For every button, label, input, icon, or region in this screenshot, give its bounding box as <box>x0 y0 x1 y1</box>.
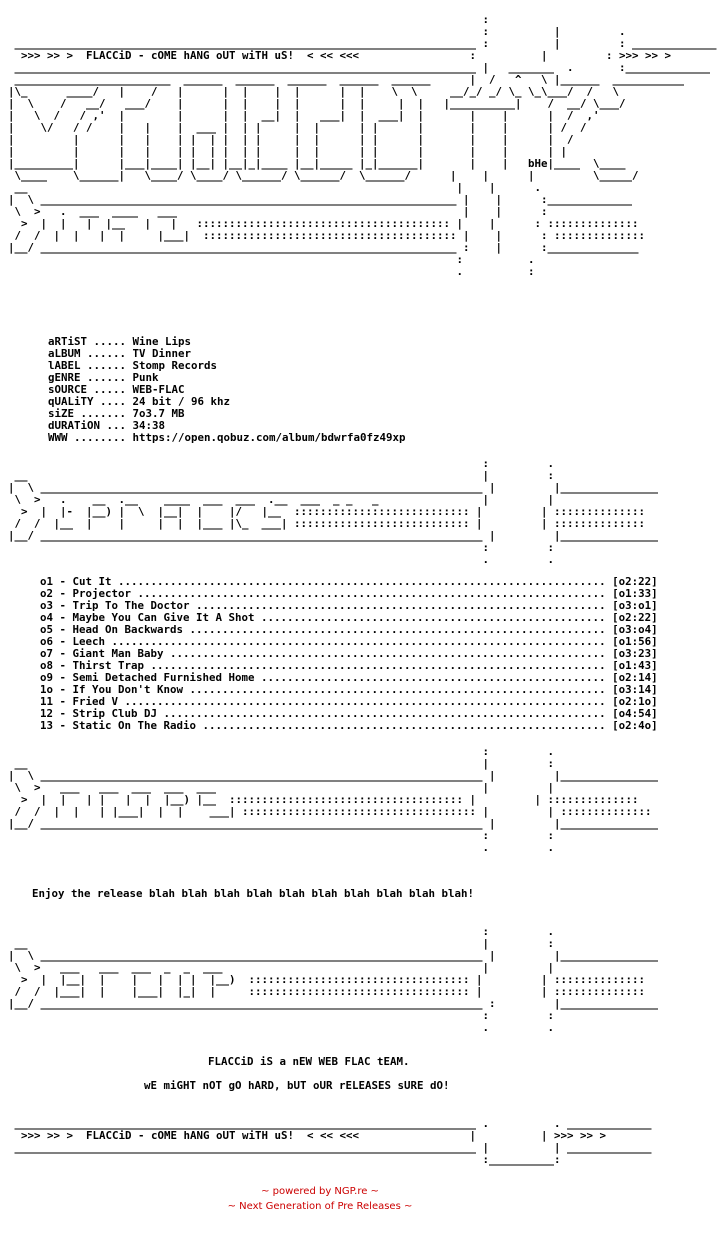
track-time: o3:23 <box>618 647 652 660</box>
notes-header-art: : . __ | : | \ ____________________________________________________________________ | |_______________ \ > ___ ___ ___ ___ ___ | | > | | | | | | |__) |__ :::::::::::::::::::::::::::::::::::: | | :::::::::::::: / / | | | |___| | | ___| :::::::::::::::::::::::::::::::::::: | | :::::::::::::: |__/ ____________________________________________________________________ | |_______________ : : . . <box>8 745 659 854</box>
track-row: o1 - Cut It ........................................................................... [o2:22] <box>40 575 658 588</box>
track-number: o5 <box>40 623 54 636</box>
track-time: o1:33 <box>618 587 652 600</box>
track-number: o7 <box>40 647 54 660</box>
track-number: 12 <box>40 707 54 720</box>
track-number: 11 <box>40 695 54 708</box>
group-description-line-1: FLACCiD iS a nEW WEB FLAC tEAM. <box>208 1055 410 1068</box>
track-title: Strip Club DJ <box>72 707 158 720</box>
track-time: o1:56 <box>618 635 652 648</box>
track-row: o9 - Semi Detached Furnished Home ..................................................... [o2:14] <box>40 671 658 684</box>
track-row: 11 - Fried V .......................................................................... [o2:1o] <box>40 695 658 708</box>
info-source: sOURCE ..... WEB-FLAC <box>48 383 185 396</box>
track-title: Maybe You Can Give It A Shot <box>72 611 255 624</box>
track-time: o1:43 <box>618 659 652 672</box>
track-time: o3:14 <box>618 683 652 696</box>
header-ascii-art: : : | . _______________________________________________________________________ : | : _____________ >>> >> > FLACCiD - cOME hANG oUT wiTH uS! < << <<< : | : >>> >> > _______________________________________________________________________ | _______ . :_____________ ________________________ ______ ______ ______ ______ ______ | / ^ \ |______ ___________ |\_ ____/ | / | | | | | | | \ \ __/_/ _/ \_ \_\___/ / \ | \ / __/ ___/ | | | | | | | | | |__________| / __/ \___/ | \ / / ,' | | | | __| | ___| | ___| | | | | / ,' | \/ / / | | | ___ | | | | | | | | | | | / / | | | | | | | | | | | | | | | | | | / | | | | | | | | | | | | | | | | | | | |_________| |___|____| |__| |__|_|____ |__|_____ |_|______| | | bHe|____ \____ \____ \______| \____/ \____/ \______/ \______/ \______/ | | | \_____/ __ | | . | \ ________________________________________________________________ | | :_____________ \ > . ___ ____ ___ | | : > | | | |__ | | ::::::::::::::::::::::::::::::::::::::: | | : :::::::::::::: / / | | | | |___| ::::::::::::::::::::::::::::::::::::::: | | : :::::::::::::: |__/ ________________________________________________________________ : | :______________ : . . : <box>8 13 717 278</box>
track-row: o2 - Projector ........................................................................ [o1:33] <box>40 587 658 600</box>
track-title: Semi Detached Furnished Home <box>72 671 255 684</box>
track-title: Leech <box>72 635 106 648</box>
track-time: o3:o1 <box>618 599 652 612</box>
track-title: Fried V <box>72 695 119 708</box>
footer-ascii-art: _______________________________________________________________________ . . _____________ >>> >> > FLACCiD - cOME hANG oUT wiTH uS! < << <<< | | >>> >> > _______________________________________________________________________ | | _____________ :__________: <box>14 1117 652 1166</box>
info-block <box>48 336 406 444</box>
track-row: o4 - Maybe You Can Give It A Shot ..................................................... [o2:22] <box>40 611 658 624</box>
track-number: o1 <box>40 575 54 588</box>
track-number: 1o <box>40 683 54 696</box>
track-row: o8 - Thirst Trap ...................................................................... [o1:43] <box>40 659 658 672</box>
track-time: o2:14 <box>618 671 652 684</box>
track-title: Projector <box>72 587 132 600</box>
track-number: o3 <box>40 599 54 612</box>
group-description-line-2: wE miGHT nOT gO hARD, bUT oUR rELEASES sURE dO! <box>144 1079 450 1092</box>
track-row: 12 - Strip Club DJ .................................................................... [o4:54] <box>40 707 658 720</box>
track-time: o2:22 <box>618 611 652 624</box>
track-row: o5 - Head On Backwards ................................................................ [o3:o4] <box>40 623 658 636</box>
tracklist <box>40 576 658 732</box>
track-number: 13 <box>40 719 54 732</box>
track-time: o4:54 <box>618 707 652 720</box>
track-title: Static On The Radio <box>72 719 197 732</box>
track-title: Trip To The Doctor <box>72 599 190 612</box>
track-number: o8 <box>40 659 54 672</box>
tracks-header-art: : . __ | : | \ ____________________________________________________________________ | |_______________ \ > . __ .__ ____ ___ ___ .__ ___ _ _ _ | | > | |- |__) | \ |__| | |/ |__ ::::::::::::::::::::::::::: | | :::::::::::::: / / |__ | | | | |___ |\_ ___| ::::::::::::::::::::::::::: | | :::::::::::::: |__/ ____________________________________________________________________ | |_______________ : : . . <box>8 457 659 566</box>
track-row: 13 - Static On The Radio .............................................................. [o2:4o] <box>40 719 658 732</box>
info-size: siZE ....... 7o3.7 MB <box>48 407 185 420</box>
track-row: 1o - If You Don't Know ................................................................ [o3:14] <box>40 683 658 696</box>
track-row: o3 - Trip To The Doctor ............................................................... [o3:o1] <box>40 599 658 612</box>
track-title: Head On Backwards <box>72 623 184 636</box>
info-duration: dURATiON ... 34:38 <box>48 419 166 432</box>
info-www: WWW ........ https://open.qobuz.com/album/bdwrfa0fz49xp <box>48 431 406 444</box>
track-time: o2:1o <box>618 695 652 708</box>
track-number: o6 <box>40 635 54 648</box>
track-row: o6 - Leech ............................................................................ [o1:56] <box>40 635 658 648</box>
track-number: o4 <box>40 611 54 624</box>
info-album: aLBUM ...... TV Dinner <box>48 347 192 360</box>
ngp-tagline: ~ Next Generation of Pre Releases ~ <box>227 1201 413 1212</box>
group-header-art: : . __ | : | \ ____________________________________________________________________ | |_______________ \ > ___ ___ ___ _ _ ___ | | > | |__| | | | | | |__) :::::::::::::::::::::::::::::::::: | | :::::::::::::: / / |___| | |___| |_| | :::::::::::::::::::::::::::::::::: | | :::::::::::::: |__/ ____________________________________________________________________ : |_______________ : : . . <box>8 925 659 1034</box>
track-time: o2:4o <box>618 719 652 732</box>
track-title: Thirst Trap <box>72 659 145 672</box>
track-title: Cut It <box>72 575 112 588</box>
track-time: o3:o4 <box>618 623 652 636</box>
track-title: If You Don't Know <box>72 683 184 696</box>
powered-by-credit: ~ powered by NGP.re ~ <box>261 1186 379 1197</box>
track-row: o7 - Giant Man Baby ................................................................... [o3:23] <box>40 647 658 660</box>
track-time: o2:22 <box>618 575 652 588</box>
track-number: o2 <box>40 587 54 600</box>
info-artist: aRTiST ..... Wine Lips <box>48 335 192 348</box>
info-genre: gENRE ...... Punk <box>48 371 159 384</box>
track-number: o9 <box>40 671 54 684</box>
info-quality: qUALiTY .... 24 bit / 96 khz <box>48 395 231 408</box>
info-label: lABEL ...... Stomp Records <box>48 359 218 372</box>
notes-text: Enjoy the release blah blah blah blah blah blah blah blah blah blah! <box>32 887 475 900</box>
track-title: Giant Man Baby <box>72 647 164 660</box>
